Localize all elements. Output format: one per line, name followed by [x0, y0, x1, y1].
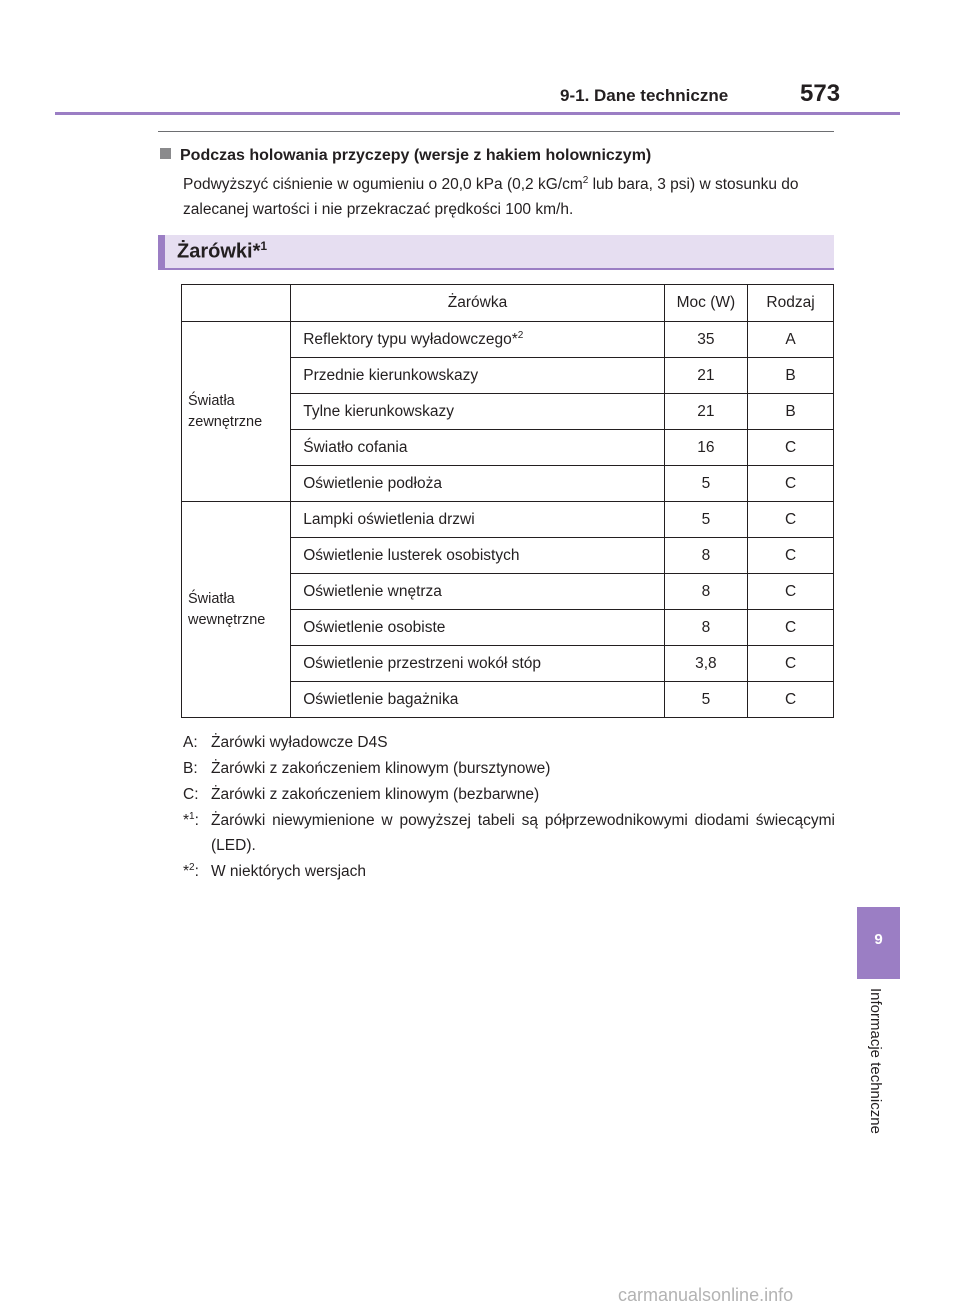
bulb-name: Oświetlenie podłoża [291, 466, 664, 502]
table-row [182, 502, 834, 538]
towing-sup: 2 [582, 174, 589, 186]
bulb-type: C [748, 502, 834, 538]
towing-text-end: lub bara, 3 psi) w stosunku do zalecanej wartości i nie przekraczać prędkości 100 km/h. [183, 176, 799, 218]
bulb-name: Światło cofania [291, 430, 664, 466]
bulbs-title-sup: 1 [260, 239, 268, 253]
section-title: 9-1. Dane techniczne [560, 86, 729, 105]
legend-text: Żarówki wyładowcze D4S [211, 734, 388, 751]
legend-item [183, 756, 835, 781]
legend-text: Żarówki z zakończeniem klinowym (bezbarwne) [211, 786, 540, 803]
bulb-power: 3,8 [664, 646, 747, 682]
legend-text: Żarówki niewymienione w powyższej tabeli są półprzewodnikowymi diodami świecącymi (LED). [211, 812, 835, 854]
legend-item [183, 808, 835, 858]
legend-text: W niektórych wersjach [211, 863, 367, 880]
banner-accent-bar [158, 235, 165, 270]
legend-key: C: [183, 786, 199, 803]
header-type: Rodzaj [748, 285, 834, 322]
bulb-type: C [748, 682, 834, 718]
legend-key: *$^1$: [183, 810, 199, 829]
header-power: Moc (W) [664, 285, 747, 322]
bulb-name: Reflektory typu wyładowczego*$^2$ [291, 322, 664, 358]
watermark: carmanualsonline.info [618, 1285, 794, 1305]
towing-text-start: Podwyższyć ciśnienie w ogumieniu o 20,0 kPa (0,2 kG/cm [183, 176, 583, 193]
legend-text: Żarówki z zakończeniem klinowym (bursztynowe) [211, 760, 551, 777]
legend-item [183, 730, 835, 755]
bulb-power: 5 [664, 682, 747, 718]
bulb-type: C [748, 646, 834, 682]
legend-key: B: [183, 760, 198, 777]
bulbs-table [181, 284, 834, 718]
bulb-name: Oświetlenie lusterek osobistych [291, 538, 664, 574]
chapter-label: Informacje techniczne [867, 988, 884, 1134]
bulb-name: Przednie kierunkowskazy [291, 358, 664, 394]
legend-item [183, 859, 835, 884]
subsection-rule [158, 131, 834, 132]
table-row [182, 322, 834, 358]
bulb-power: 21 [664, 394, 747, 430]
bulb-type: C [748, 538, 834, 574]
chapter-tab [857, 907, 900, 979]
bulb-power: 5 [664, 502, 747, 538]
towing-heading [160, 147, 840, 165]
bulb-type: B [748, 358, 834, 394]
bulb-name: Lampki oświetlenia drzwi [291, 502, 664, 538]
bulb-name: Oświetlenie osobiste [291, 610, 664, 646]
legend [183, 730, 835, 885]
chapter-number: 9 [874, 931, 883, 948]
towing-title: Podczas holowania przyczepy (wersje z hakiem holowniczym) [180, 147, 652, 164]
bulb-power: 21 [664, 358, 747, 394]
towing-paragraph [183, 172, 838, 222]
bulb-type: C [748, 430, 834, 466]
bulb-name: Tylne kierunkowskazy [291, 394, 664, 430]
bulb-power: 5 [664, 466, 747, 502]
bulb-power: 8 [664, 574, 747, 610]
bulb-power: 35 [664, 322, 747, 358]
bulb-type: C [748, 610, 834, 646]
bulb-name: Oświetlenie przestrzeni wokół stóp [291, 646, 664, 682]
legend-key: *$^2$: [183, 861, 199, 880]
header-rule [55, 112, 900, 115]
group-label-exterior: Światła zewnętrzne [182, 322, 291, 502]
bulb-name: Oświetlenie bagażnika [291, 682, 664, 718]
bulb-type: B [748, 394, 834, 430]
header-bulb: Żarówka [291, 285, 664, 322]
group-label-interior: Światła wewnętrzne [182, 502, 291, 718]
bulb-type: A [748, 322, 834, 358]
header-group [182, 285, 291, 322]
bulbs-banner [158, 235, 834, 270]
legend-key: A: [183, 734, 198, 751]
square-bullet-icon [160, 148, 171, 159]
table-header-row [182, 285, 834, 322]
bulb-name: Oświetlenie wnętrza [291, 574, 664, 610]
bulbs-title-text: Żarówki* [177, 240, 261, 263]
bulbs-title [177, 239, 267, 264]
bulb-power: 8 [664, 610, 747, 646]
bulb-power: 8 [664, 538, 747, 574]
bulb-type: C [748, 574, 834, 610]
page-number: 573 [800, 80, 841, 107]
legend-item [183, 782, 835, 807]
bulb-power: 16 [664, 430, 747, 466]
bulb-type: C [748, 466, 834, 502]
